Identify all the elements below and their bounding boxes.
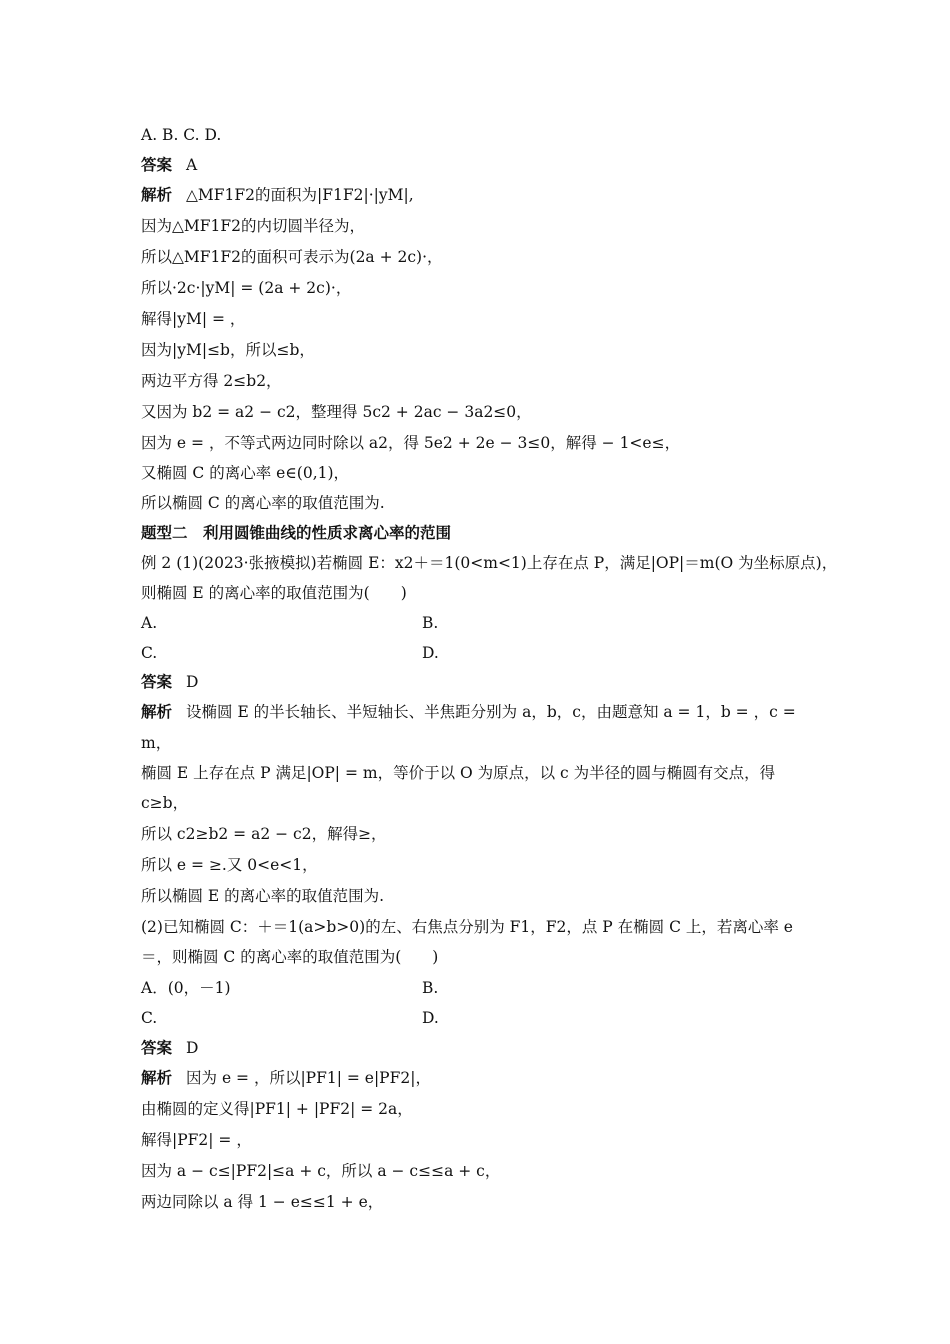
solution-line: 因为|yM|≤b，所以≤b，: [141, 341, 315, 359]
answer-value: D: [186, 1039, 199, 1057]
solution-line: 因为 a − c≤|PF2|≤a + c，所以 a − c≤≤a + c，: [141, 1162, 501, 1180]
example-question-line: ＝，则椭圆 C 的离心率的取值范围为( ): [141, 948, 439, 966]
example-question-line: (2)已知椭圆 C：＋＝1(a>b>0)的左、右焦点分别为 F1，F2，点 P 在椭圆 C 上，若离心率 e: [141, 918, 793, 936]
answer-line-1: [141, 155, 197, 175]
solution-line: 所以△MF1F2的面积可表示为(2a + 2c)·，: [141, 248, 443, 266]
solution-line: 解得|PF2| = ，: [141, 1131, 252, 1149]
option-c: C.: [141, 1009, 158, 1027]
solution-line: 椭圆 E 上存在点 P 满足|OP| = m，等价于以 O 为原点，以 c 为半径的圆与椭圆有交点，得: [141, 764, 776, 782]
solution-line: 所以·2c·|yM| = (2a + 2c)·，: [141, 279, 352, 297]
analysis-line-2: [141, 702, 796, 722]
example-question-line: 则椭圆 E 的离心率的取值范围为( ): [141, 584, 407, 602]
example-question-line: 例 2 (1)(2023·张掖模拟)若椭圆 E：x2＋＝1(0<m<1)上存在点 P，满足|OP|＝m(O 为坐标原点)，: [141, 554, 838, 572]
analysis-line-1: [141, 185, 414, 205]
option-a: A.: [141, 614, 158, 632]
option-c: C.: [141, 644, 158, 662]
choice-options-line: A. B. C. D.: [141, 126, 222, 144]
solution-line: 所以椭圆 E 的离心率的取值范围为.: [141, 887, 385, 905]
answer-label: 答案: [141, 672, 173, 691]
section-heading: 题型二 利用圆锥曲线的性质求离心率的范围: [141, 523, 452, 542]
solution-line: 因为△MF1F2的内切圆半径为，: [141, 217, 366, 235]
solution-line: 两边同除以 a 得 1 − e≤≤1 + e，: [141, 1193, 384, 1211]
analysis-label: 解析: [141, 702, 173, 721]
option-a: A．(0，－1): [141, 979, 231, 997]
analysis-text: △MF1F2的面积为|F1F2|·|yM|,: [186, 186, 414, 204]
answer-value: D: [186, 673, 199, 691]
analysis-label: 解析: [141, 185, 173, 204]
analysis-text: 设椭圆 E 的半长轴长、半短轴长、半焦距分别为 a，b，c，由题意知 a = 1，b = ，c =: [186, 703, 796, 721]
answer-label: 答案: [141, 1038, 173, 1057]
solution-line: 解得|yM| = ，: [141, 310, 246, 328]
solution-line: m，: [141, 734, 172, 752]
option-b: B.: [422, 979, 439, 997]
answer-label: 答案: [141, 155, 173, 174]
solution-line: 所以 c2≥b2 = a2 − c2，解得≥，: [141, 825, 387, 843]
solution-line: c≥b，: [141, 794, 189, 812]
answer-line-3: [141, 1038, 198, 1058]
solution-line: 又椭圆 C 的离心率 e∈(0,1)，: [141, 464, 350, 482]
solution-line: 由椭圆的定义得|PF1| + |PF2| = 2a，: [141, 1100, 413, 1118]
option-d: D.: [422, 644, 439, 662]
solution-line: 两边平方得 2≤b2，: [141, 372, 282, 390]
answer-line-2: [141, 672, 198, 692]
solution-line: 又因为 b2 = a2 − c2，整理得 5c2 + 2ac − 3a2≤0，: [141, 403, 532, 421]
solution-line: 所以椭圆 C 的离心率的取值范围为.: [141, 494, 385, 512]
solution-line: 因为 e = ，不等式两边同时除以 a2，得 5e2 + 2e − 3≤0，解得 − 1<e≤，: [141, 434, 681, 452]
option-b: B.: [422, 614, 439, 632]
analysis-text: 因为 e = ，所以|PF1| = e|PF2|，: [186, 1069, 431, 1087]
analysis-line-3: [141, 1068, 431, 1088]
answer-value: A: [186, 156, 198, 174]
analysis-label: 解析: [141, 1068, 173, 1087]
option-d: D.: [422, 1009, 439, 1027]
solution-line: 所以 e = ≥.又 0<e<1，: [141, 856, 318, 874]
